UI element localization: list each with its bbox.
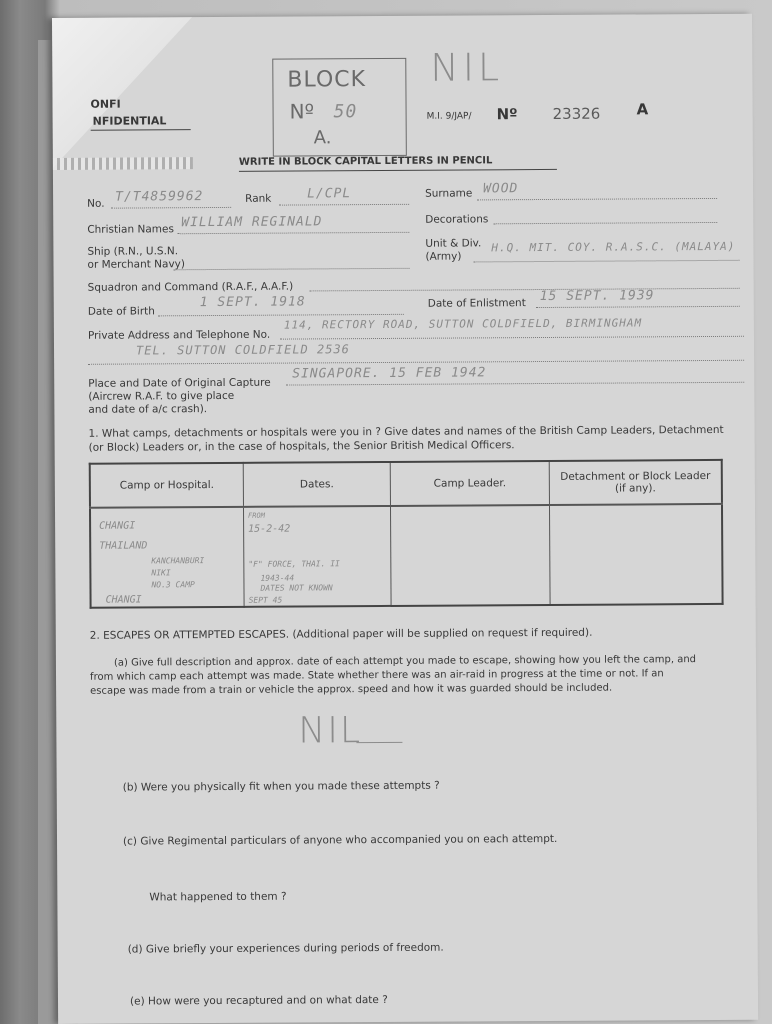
nil-answer-underline [356, 742, 402, 743]
ship-line [174, 268, 410, 270]
date-entry-4: DATES NOT KNOWN [260, 583, 333, 593]
capture-label-1: Place and Date of Original Capture [88, 376, 271, 390]
surname-value: WOOD [483, 181, 519, 197]
nil-annotation-top: NIL [430, 45, 504, 90]
unit-line [473, 260, 739, 263]
service-number-value: T/T4859962 [115, 189, 204, 205]
decorations-line [493, 222, 717, 224]
camps-question-line-2: (or Block) Leaders or, in the case of hospitals, the Senior British Medical Officers. [88, 439, 515, 454]
service-number-line [111, 207, 231, 209]
date-entry-3: 1943-44 [260, 573, 295, 583]
date-entry-5: SEPT 45 [248, 595, 283, 605]
nil-answer: NIL [298, 710, 363, 752]
stamp-block-number: 50 [333, 101, 358, 123]
escapes-question-a-line-2: from which camp each attempt was made. State whether there was an air-raid in progress at the time or not. If an [89, 668, 664, 683]
capture-value: SINGAPORE. 15 FEB 1942 [292, 365, 487, 382]
camp-entry-3: KANCHANBURI [151, 556, 205, 566]
address-value-1: 114, RECTORY ROAD, SUTTON COLDFIELD, BIRMINGHAM [283, 316, 643, 332]
reference-number: 23326 [552, 104, 601, 123]
escapes-question-a-line-3: escape was made from a train or vehicle the approx. speed and how it was guarded should be included. [90, 682, 613, 697]
enlistment-line [536, 306, 740, 308]
ship-label-1: Ship (R.N., U.S.N. [87, 245, 179, 258]
column-detachment-leader: Detachment or Block Leader (if any). [549, 460, 722, 505]
reference-suffix: A [636, 100, 649, 119]
date-of-birth-label: Date of Birth [87, 305, 155, 318]
camps-table-header-row [90, 460, 722, 508]
decorations-label: Decorations [425, 213, 489, 226]
capture-label-2: (Aircrew R.A.F. to give place [88, 389, 235, 403]
capture-line [286, 382, 744, 386]
escapes-heading: 2. ESCAPES OR ATTEMPTED ESCAPES. (Additional paper will be supplied on request if required). [89, 626, 593, 642]
enlistment-label: Date of Enlistment [427, 297, 526, 310]
unit-label-2: (Army) [425, 250, 462, 263]
camp-entry-1: CHANGI [99, 520, 136, 532]
mi9-reference-label: M.I. 9/JAP/ [426, 111, 472, 122]
date-of-birth-value: 1 SEPT. 1918 [199, 294, 306, 311]
christian-names-line [177, 232, 409, 234]
column-dates: Dates. [243, 462, 390, 507]
column-camp-leader: Camp Leader. [390, 461, 549, 506]
escapes-question-d: (d) Give briefly your experiences during periods of freedom. [127, 941, 444, 956]
surname-line [477, 198, 717, 200]
table-row [90, 504, 723, 608]
camp-entry-6: CHANGI [105, 594, 142, 606]
ship-label-2: or Merchant Navy) [87, 258, 186, 271]
squadron-line [310, 288, 740, 292]
escapes-question-b: (b) Were you physically fit when you made these attempts ? [122, 779, 440, 794]
classification-line-1: ONFI [90, 97, 121, 111]
rank-line [279, 204, 409, 206]
camp-entry-5: NO.3 CAMP [151, 580, 195, 590]
stamp-block-label: BLOCK [287, 67, 367, 93]
camps-question-line-1: 1. What camps, detachments or hospitals were you in ? Give dates and names of the British Camp Leaders, Detachment [88, 423, 724, 440]
christian-names-value: WILLIAM REGINALD [181, 214, 323, 231]
squadron-label: Squadron and Command (R.A.F., A.A.F.) [87, 280, 294, 294]
camps-table [89, 459, 724, 609]
surname-label: Surname [425, 187, 473, 200]
date-of-birth-line [158, 314, 404, 317]
unit-label-1: Unit & Div. [425, 237, 482, 250]
address-line-2 [88, 360, 744, 365]
string-tie [53, 157, 193, 170]
camp-entry-2: THAILAND [99, 540, 148, 552]
rank-value: L/CPL [307, 186, 352, 202]
folded-corner [52, 17, 193, 168]
unit-value: H.Q. MIT. COY. R.A.S.C. (MALAYA) [491, 239, 736, 255]
dates-cell [243, 506, 391, 607]
instruction-underline [239, 169, 557, 172]
escapes-question-c: (c) Give Regimental particulars of anyone who accompanied you on each attempt. [122, 832, 558, 848]
camp-leader-cell [390, 505, 550, 606]
christian-names-label: Christian Names [87, 223, 174, 236]
pencil-instruction: WRITE IN BLOCK CAPITAL LETTERS IN PENCIL [238, 155, 493, 168]
stamp-section-letter: A. [313, 127, 332, 149]
escapes-question-e: (e) How were you recaptured and on what date ? [129, 993, 388, 1008]
escapes-question-a-line-1: (a) Give full description and approx. date of each attempt you made to escape, showing how you left the camp, and [113, 654, 697, 669]
capture-label-3: and date of a/c crash). [88, 403, 208, 416]
classification-line-2: NFIDENTIAL [92, 114, 167, 128]
detachment-leader-cell [549, 504, 722, 605]
escapes-question-c-sub: What happened to them ? [149, 890, 287, 904]
camp-entry-4: NIKI [151, 568, 171, 578]
address-line-1 [280, 336, 744, 340]
document-sheet [52, 14, 758, 1024]
rank-label: Rank [245, 192, 272, 205]
stamp-no-label: Nº [289, 99, 315, 124]
date-entry-1: 15-2-42 [248, 523, 291, 535]
address-value-2: TEL. SUTTON COLDFIELD 2536 [135, 342, 350, 358]
date-entry-2: "F" FORCE, THAI. II [248, 559, 340, 569]
classification-underline [91, 129, 191, 131]
block-stamp [272, 58, 407, 157]
service-number-label: No. [87, 197, 105, 210]
column-camp-or-hospital: Camp or Hospital. [90, 463, 244, 508]
address-label: Private Address and Telephone No. [87, 328, 271, 342]
date-from-note: FROM [248, 511, 265, 520]
camp-cell [90, 507, 244, 608]
number-label: Nº [496, 105, 518, 124]
enlistment-value: 15 SEPT. 1939 [539, 288, 655, 305]
